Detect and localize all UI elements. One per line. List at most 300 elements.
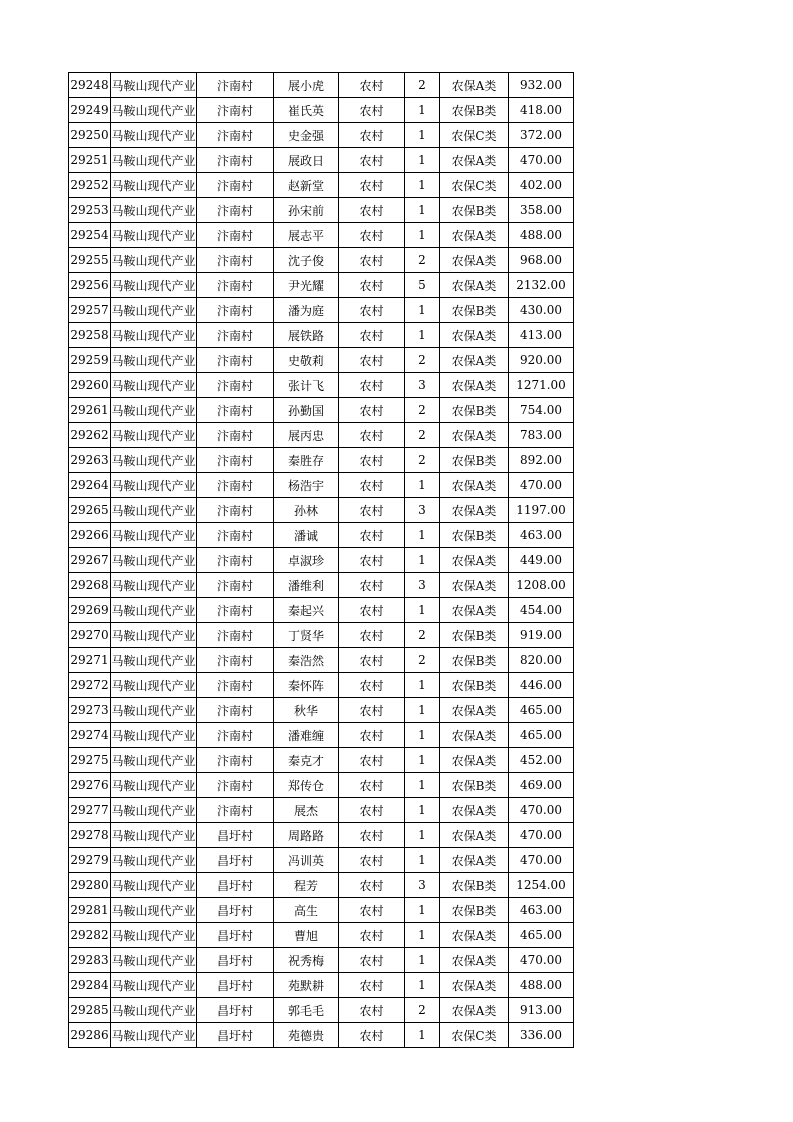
- row-id-cell: 29281: [69, 898, 111, 923]
- organization-cell: 马鞍山现代产业: [111, 523, 197, 548]
- organization-cell: 马鞍山现代产业: [111, 948, 197, 973]
- name-cell: 秦怀阵: [274, 673, 339, 698]
- table-row: [69, 148, 574, 173]
- table-row: [69, 523, 574, 548]
- row-id-cell: 29276: [69, 773, 111, 798]
- household-type-cell: 农村: [339, 898, 405, 923]
- village-cell: 汴南村: [197, 723, 274, 748]
- name-cell: 杨浩宇: [274, 473, 339, 498]
- category-cell: 农保A类: [440, 248, 509, 273]
- count-cell: 1: [405, 723, 440, 748]
- category-cell: 农保A类: [440, 73, 509, 98]
- amount-cell: 470.00: [509, 823, 574, 848]
- category-cell: 农保B类: [440, 623, 509, 648]
- amount-cell: 358.00: [509, 198, 574, 223]
- name-cell: 展杰: [274, 798, 339, 823]
- row-id-cell: 29271: [69, 648, 111, 673]
- village-cell: 昌圩村: [197, 873, 274, 898]
- organization-cell: 马鞍山现代产业: [111, 698, 197, 723]
- organization-cell: 马鞍山现代产业: [111, 173, 197, 198]
- organization-cell: 马鞍山现代产业: [111, 798, 197, 823]
- category-cell: 农保B类: [440, 98, 509, 123]
- table-row: [69, 248, 574, 273]
- amount-cell: 463.00: [509, 898, 574, 923]
- row-id-cell: 29252: [69, 173, 111, 198]
- village-cell: 昌圩村: [197, 848, 274, 873]
- organization-cell: 马鞍山现代产业: [111, 273, 197, 298]
- household-type-cell: 农村: [339, 298, 405, 323]
- household-type-cell: 农村: [339, 823, 405, 848]
- name-cell: 卓淑珍: [274, 548, 339, 573]
- amount-cell: 430.00: [509, 298, 574, 323]
- amount-cell: 919.00: [509, 623, 574, 648]
- household-type-cell: 农村: [339, 873, 405, 898]
- count-cell: 1: [405, 798, 440, 823]
- name-cell: 苑德贵: [274, 1023, 339, 1048]
- name-cell: 秦克才: [274, 748, 339, 773]
- amount-cell: 968.00: [509, 248, 574, 273]
- category-cell: 农保A类: [440, 973, 509, 998]
- row-id-cell: 29277: [69, 798, 111, 823]
- row-id-cell: 29275: [69, 748, 111, 773]
- category-cell: 农保A类: [440, 323, 509, 348]
- count-cell: 1: [405, 823, 440, 848]
- amount-cell: 892.00: [509, 448, 574, 473]
- village-cell: 汴南村: [197, 523, 274, 548]
- count-cell: 1: [405, 898, 440, 923]
- household-type-cell: 农村: [339, 373, 405, 398]
- amount-cell: 1254.00: [509, 873, 574, 898]
- row-id-cell: 29273: [69, 698, 111, 723]
- row-id-cell: 29261: [69, 398, 111, 423]
- amount-cell: 372.00: [509, 123, 574, 148]
- name-cell: 崔氏英: [274, 98, 339, 123]
- name-cell: 郭毛毛: [274, 998, 339, 1023]
- row-id-cell: 29264: [69, 473, 111, 498]
- organization-cell: 马鞍山现代产业: [111, 73, 197, 98]
- category-cell: 农保A类: [440, 573, 509, 598]
- name-cell: 秦浩然: [274, 648, 339, 673]
- household-type-cell: 农村: [339, 198, 405, 223]
- name-cell: 孙宋前: [274, 198, 339, 223]
- village-cell: 汴南村: [197, 348, 274, 373]
- organization-cell: 马鞍山现代产业: [111, 423, 197, 448]
- household-type-cell: 农村: [339, 148, 405, 173]
- count-cell: 3: [405, 873, 440, 898]
- village-cell: 汴南村: [197, 473, 274, 498]
- table-row: [69, 648, 574, 673]
- count-cell: 2: [405, 248, 440, 273]
- table-row: [69, 73, 574, 98]
- household-type-cell: 农村: [339, 598, 405, 623]
- table-row: [69, 998, 574, 1023]
- household-type-cell: 农村: [339, 498, 405, 523]
- name-cell: 秦起兴: [274, 598, 339, 623]
- category-cell: 农保A类: [440, 823, 509, 848]
- category-cell: 农保B类: [440, 773, 509, 798]
- amount-cell: 932.00: [509, 73, 574, 98]
- household-type-cell: 农村: [339, 548, 405, 573]
- count-cell: 1: [405, 223, 440, 248]
- household-type-cell: 农村: [339, 648, 405, 673]
- category-cell: 农保B类: [440, 873, 509, 898]
- row-id-cell: 29263: [69, 448, 111, 473]
- amount-cell: 470.00: [509, 473, 574, 498]
- household-type-cell: 农村: [339, 523, 405, 548]
- count-cell: 1: [405, 773, 440, 798]
- table-row: [69, 598, 574, 623]
- organization-cell: 马鞍山现代产业: [111, 848, 197, 873]
- organization-cell: 马鞍山现代产业: [111, 623, 197, 648]
- name-cell: 潘难缠: [274, 723, 339, 748]
- household-type-cell: 农村: [339, 123, 405, 148]
- organization-cell: 马鞍山现代产业: [111, 198, 197, 223]
- amount-cell: 820.00: [509, 648, 574, 673]
- name-cell: 程芳: [274, 873, 339, 898]
- row-id-cell: 29259: [69, 348, 111, 373]
- household-type-cell: 农村: [339, 173, 405, 198]
- count-cell: 1: [405, 298, 440, 323]
- row-id-cell: 29256: [69, 273, 111, 298]
- organization-cell: 马鞍山现代产业: [111, 548, 197, 573]
- village-cell: 汴南村: [197, 223, 274, 248]
- category-cell: 农保A类: [440, 348, 509, 373]
- row-id-cell: 29269: [69, 598, 111, 623]
- name-cell: 冯训英: [274, 848, 339, 873]
- organization-cell: 马鞍山现代产业: [111, 98, 197, 123]
- table-row: [69, 673, 574, 698]
- household-type-cell: 农村: [339, 348, 405, 373]
- village-cell: 汴南村: [197, 198, 274, 223]
- organization-cell: 马鞍山现代产业: [111, 773, 197, 798]
- category-cell: 农保A类: [440, 498, 509, 523]
- household-type-cell: 农村: [339, 798, 405, 823]
- category-cell: 农保A类: [440, 223, 509, 248]
- table-row: [69, 448, 574, 473]
- household-type-cell: 农村: [339, 723, 405, 748]
- count-cell: 3: [405, 573, 440, 598]
- village-cell: 汴南村: [197, 423, 274, 448]
- village-cell: 汴南村: [197, 98, 274, 123]
- row-id-cell: 29251: [69, 148, 111, 173]
- village-cell: 昌圩村: [197, 898, 274, 923]
- table-row: [69, 948, 574, 973]
- table-row: [69, 573, 574, 598]
- amount-cell: 452.00: [509, 748, 574, 773]
- count-cell: 2: [405, 423, 440, 448]
- row-id-cell: 29265: [69, 498, 111, 523]
- row-id-cell: 29284: [69, 973, 111, 998]
- category-cell: 农保A类: [440, 698, 509, 723]
- category-cell: 农保A类: [440, 948, 509, 973]
- table-row: [69, 823, 574, 848]
- data-table: [68, 72, 574, 1048]
- amount-cell: 754.00: [509, 398, 574, 423]
- amount-cell: 463.00: [509, 523, 574, 548]
- count-cell: 1: [405, 473, 440, 498]
- village-cell: 汴南村: [197, 498, 274, 523]
- household-type-cell: 农村: [339, 748, 405, 773]
- table-row: [69, 298, 574, 323]
- organization-cell: 马鞍山现代产业: [111, 498, 197, 523]
- organization-cell: 马鞍山现代产业: [111, 923, 197, 948]
- name-cell: 潘为庭: [274, 298, 339, 323]
- organization-cell: 马鞍山现代产业: [111, 223, 197, 248]
- count-cell: 5: [405, 273, 440, 298]
- category-cell: 农保A类: [440, 848, 509, 873]
- amount-cell: 413.00: [509, 323, 574, 348]
- category-cell: 农保A类: [440, 473, 509, 498]
- table-row: [69, 773, 574, 798]
- organization-cell: 马鞍山现代产业: [111, 823, 197, 848]
- count-cell: 2: [405, 348, 440, 373]
- row-id-cell: 29250: [69, 123, 111, 148]
- table-row: [69, 898, 574, 923]
- table-row: [69, 348, 574, 373]
- village-cell: 汴南村: [197, 373, 274, 398]
- name-cell: 展志平: [274, 223, 339, 248]
- count-cell: 1: [405, 923, 440, 948]
- count-cell: 3: [405, 498, 440, 523]
- table-row: [69, 923, 574, 948]
- household-type-cell: 农村: [339, 623, 405, 648]
- table-row: [69, 98, 574, 123]
- organization-cell: 马鞍山现代产业: [111, 748, 197, 773]
- row-id-cell: 29274: [69, 723, 111, 748]
- row-id-cell: 29266: [69, 523, 111, 548]
- category-cell: 农保B类: [440, 298, 509, 323]
- table-row: [69, 373, 574, 398]
- organization-cell: 马鞍山现代产业: [111, 373, 197, 398]
- row-id-cell: 29249: [69, 98, 111, 123]
- row-id-cell: 29255: [69, 248, 111, 273]
- table-row: [69, 698, 574, 723]
- amount-cell: 783.00: [509, 423, 574, 448]
- village-cell: 汴南村: [197, 623, 274, 648]
- amount-cell: 465.00: [509, 698, 574, 723]
- village-cell: 汴南村: [197, 748, 274, 773]
- table-row: [69, 1023, 574, 1048]
- category-cell: 农保A类: [440, 998, 509, 1023]
- village-cell: 汴南村: [197, 323, 274, 348]
- village-cell: 汴南村: [197, 573, 274, 598]
- organization-cell: 马鞍山现代产业: [111, 998, 197, 1023]
- amount-cell: 488.00: [509, 973, 574, 998]
- amount-cell: 913.00: [509, 998, 574, 1023]
- count-cell: 1: [405, 698, 440, 723]
- category-cell: 农保A类: [440, 598, 509, 623]
- count-cell: 1: [405, 948, 440, 973]
- table-row: [69, 848, 574, 873]
- name-cell: 秦胜存: [274, 448, 339, 473]
- table-body: [69, 73, 574, 1048]
- amount-cell: 469.00: [509, 773, 574, 798]
- row-id-cell: 29279: [69, 848, 111, 873]
- organization-cell: 马鞍山现代产业: [111, 298, 197, 323]
- row-id-cell: 29267: [69, 548, 111, 573]
- count-cell: 3: [405, 373, 440, 398]
- organization-cell: 马鞍山现代产业: [111, 123, 197, 148]
- village-cell: 汴南村: [197, 273, 274, 298]
- amount-cell: 1271.00: [509, 373, 574, 398]
- row-id-cell: 29257: [69, 298, 111, 323]
- category-cell: 农保A类: [440, 748, 509, 773]
- count-cell: 2: [405, 623, 440, 648]
- category-cell: 农保B类: [440, 648, 509, 673]
- category-cell: 农保B类: [440, 398, 509, 423]
- household-type-cell: 农村: [339, 73, 405, 98]
- village-cell: 昌圩村: [197, 1023, 274, 1048]
- household-type-cell: 农村: [339, 473, 405, 498]
- household-type-cell: 农村: [339, 248, 405, 273]
- count-cell: 1: [405, 148, 440, 173]
- name-cell: 高生: [274, 898, 339, 923]
- village-cell: 汴南村: [197, 123, 274, 148]
- table-row: [69, 223, 574, 248]
- village-cell: 昌圩村: [197, 998, 274, 1023]
- name-cell: 孙勤国: [274, 398, 339, 423]
- name-cell: 展小虎: [274, 73, 339, 98]
- category-cell: 农保A类: [440, 723, 509, 748]
- row-id-cell: 29283: [69, 948, 111, 973]
- category-cell: 农保C类: [440, 1023, 509, 1048]
- amount-cell: 1208.00: [509, 573, 574, 598]
- organization-cell: 马鞍山现代产业: [111, 348, 197, 373]
- count-cell: 2: [405, 648, 440, 673]
- organization-cell: 马鞍山现代产业: [111, 673, 197, 698]
- table-row: [69, 873, 574, 898]
- village-cell: 汴南村: [197, 798, 274, 823]
- category-cell: 农保A类: [440, 548, 509, 573]
- count-cell: 1: [405, 748, 440, 773]
- count-cell: 2: [405, 998, 440, 1023]
- table-row: [69, 623, 574, 648]
- row-id-cell: 29286: [69, 1023, 111, 1048]
- table-row: [69, 198, 574, 223]
- row-id-cell: 29262: [69, 423, 111, 448]
- table-row: [69, 548, 574, 573]
- household-type-cell: 农村: [339, 998, 405, 1023]
- village-cell: 汴南村: [197, 548, 274, 573]
- amount-cell: 488.00: [509, 223, 574, 248]
- organization-cell: 马鞍山现代产业: [111, 973, 197, 998]
- table-row: [69, 398, 574, 423]
- row-id-cell: 29270: [69, 623, 111, 648]
- count-cell: 1: [405, 1023, 440, 1048]
- table-row: [69, 173, 574, 198]
- organization-cell: 马鞍山现代产业: [111, 648, 197, 673]
- amount-cell: 446.00: [509, 673, 574, 698]
- row-id-cell: 29258: [69, 323, 111, 348]
- category-cell: 农保A类: [440, 273, 509, 298]
- name-cell: 赵新堂: [274, 173, 339, 198]
- count-cell: 2: [405, 398, 440, 423]
- row-id-cell: 29260: [69, 373, 111, 398]
- count-cell: 1: [405, 123, 440, 148]
- table-row: [69, 323, 574, 348]
- village-cell: 昌圩村: [197, 948, 274, 973]
- village-cell: 汴南村: [197, 173, 274, 198]
- amount-cell: 1197.00: [509, 498, 574, 523]
- household-type-cell: 农村: [339, 973, 405, 998]
- row-id-cell: 29285: [69, 998, 111, 1023]
- table-row: [69, 723, 574, 748]
- amount-cell: 336.00: [509, 1023, 574, 1048]
- household-type-cell: 农村: [339, 398, 405, 423]
- category-cell: 农保C类: [440, 173, 509, 198]
- organization-cell: 马鞍山现代产业: [111, 473, 197, 498]
- village-cell: 汴南村: [197, 673, 274, 698]
- count-cell: 2: [405, 73, 440, 98]
- village-cell: 汴南村: [197, 248, 274, 273]
- table-row: [69, 273, 574, 298]
- category-cell: 农保C类: [440, 123, 509, 148]
- village-cell: 汴南村: [197, 148, 274, 173]
- amount-cell: 470.00: [509, 798, 574, 823]
- category-cell: 农保A类: [440, 798, 509, 823]
- count-cell: 1: [405, 198, 440, 223]
- village-cell: 汴南村: [197, 648, 274, 673]
- table-row: [69, 798, 574, 823]
- household-type-cell: 农村: [339, 848, 405, 873]
- organization-cell: 马鞍山现代产业: [111, 1023, 197, 1048]
- category-cell: 农保A类: [440, 923, 509, 948]
- name-cell: 周路路: [274, 823, 339, 848]
- name-cell: 潘维利: [274, 573, 339, 598]
- amount-cell: 470.00: [509, 948, 574, 973]
- name-cell: 祝秀梅: [274, 948, 339, 973]
- household-type-cell: 农村: [339, 448, 405, 473]
- village-cell: 汴南村: [197, 398, 274, 423]
- village-cell: 昌圩村: [197, 823, 274, 848]
- name-cell: 尹光耀: [274, 273, 339, 298]
- amount-cell: 470.00: [509, 848, 574, 873]
- table-row: [69, 498, 574, 523]
- row-id-cell: 29282: [69, 923, 111, 948]
- household-type-cell: 农村: [339, 698, 405, 723]
- row-id-cell: 29268: [69, 573, 111, 598]
- name-cell: 展丙忠: [274, 423, 339, 448]
- category-cell: 农保A类: [440, 423, 509, 448]
- table-row: [69, 123, 574, 148]
- name-cell: 史敬莉: [274, 348, 339, 373]
- household-type-cell: 农村: [339, 423, 405, 448]
- name-cell: 潘诚: [274, 523, 339, 548]
- household-type-cell: 农村: [339, 948, 405, 973]
- name-cell: 郑传仓: [274, 773, 339, 798]
- amount-cell: 454.00: [509, 598, 574, 623]
- name-cell: 曹旭: [274, 923, 339, 948]
- household-type-cell: 农村: [339, 223, 405, 248]
- household-type-cell: 农村: [339, 923, 405, 948]
- row-id-cell: 29253: [69, 198, 111, 223]
- category-cell: 农保B类: [440, 898, 509, 923]
- amount-cell: 465.00: [509, 923, 574, 948]
- amount-cell: 402.00: [509, 173, 574, 198]
- village-cell: 汴南村: [197, 298, 274, 323]
- count-cell: 1: [405, 523, 440, 548]
- village-cell: 昌圩村: [197, 923, 274, 948]
- village-cell: 汴南村: [197, 73, 274, 98]
- amount-cell: 465.00: [509, 723, 574, 748]
- row-id-cell: 29254: [69, 223, 111, 248]
- name-cell: 沈子俊: [274, 248, 339, 273]
- table-row: [69, 473, 574, 498]
- count-cell: 1: [405, 673, 440, 698]
- count-cell: 1: [405, 548, 440, 573]
- category-cell: 农保B类: [440, 673, 509, 698]
- amount-cell: 920.00: [509, 348, 574, 373]
